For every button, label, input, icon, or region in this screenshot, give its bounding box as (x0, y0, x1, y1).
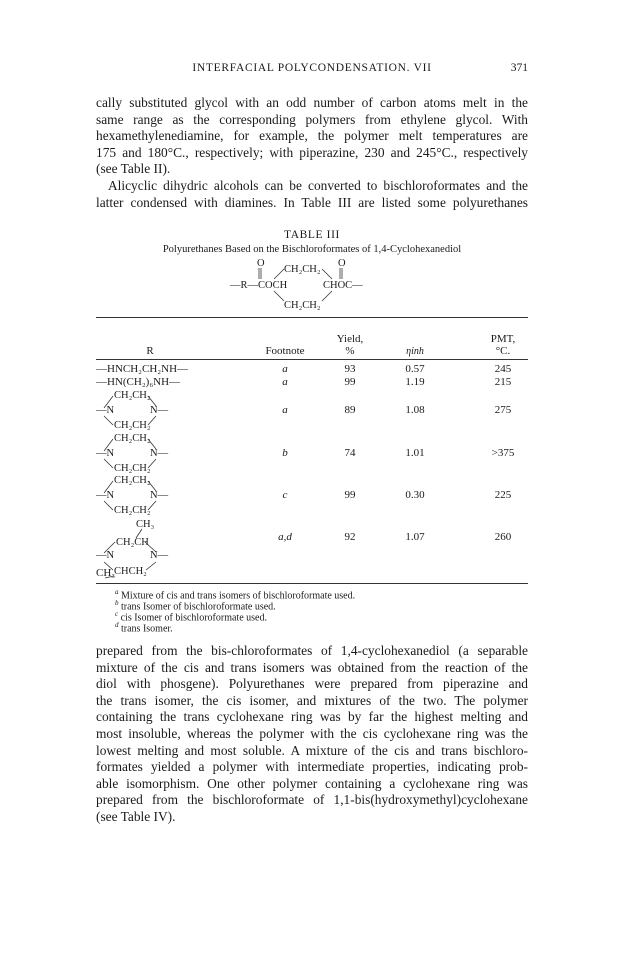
ring-n-right: N— (150, 405, 169, 416)
text-line: containing the trans cyclohexane ring was by far the highest melting and (96, 709, 528, 725)
ring-bond (322, 291, 332, 301)
column-header-pmt-unit: °C. (495, 345, 511, 357)
formula-ch2ch2-top: CH₂CH₂ (284, 264, 321, 275)
text-line: the trans isomer, the cis isomer, and mixtures of the two. The polymer (96, 692, 528, 708)
ring-top: CH₂CH₂ (114, 390, 151, 401)
table-cell-yield: 99 (344, 376, 356, 388)
ring-top: CH₂CH₂ (114, 433, 151, 444)
table-top-rule (96, 317, 528, 318)
ring-bond (104, 459, 113, 468)
formula-prefix: —R—COCH (230, 280, 288, 291)
table-bottom-rule (96, 583, 528, 584)
table-cell-ninh: 1.08 (405, 404, 425, 416)
text-line: hexamethylenediamine, for example, the polymer melt temperatures are (96, 128, 528, 144)
text-line: (see Table II). (96, 161, 171, 177)
paragraph-3 (96, 643, 528, 826)
running-title: INTERFACIAL POLYCONDENSATION. VII (192, 62, 432, 74)
piperazine-structure (96, 431, 186, 474)
ring-ch3-bottom: CH₃ (96, 567, 116, 579)
ring-n-right: N— (150, 448, 169, 459)
general-formula (230, 256, 420, 314)
text-line: diol with phosgene). Polyurethanes were prepared from piperazine and (96, 676, 528, 692)
table-cell-ninh: 0.30 (405, 489, 425, 501)
table-cell-yield: 74 (344, 447, 356, 459)
formula-choc: CHOC— (323, 280, 363, 291)
column-header-pmt: PMT, (490, 333, 516, 345)
column-header-r: R (146, 345, 154, 357)
piperazine-structure (96, 388, 186, 431)
table-cell-pmt: 275 (494, 404, 512, 416)
ring-n-left: —N (96, 448, 115, 459)
column-header-footnote: Footnote (265, 345, 305, 357)
table-cell-yield: 93 (344, 363, 356, 375)
table-cell-footnote: a (282, 404, 288, 416)
text-line: lowest melting and most soluble. A mixture of the cis and trans bischloro- (96, 742, 528, 758)
formula-o-right: O (338, 258, 346, 269)
text-line: cally substituted glycol with an odd number of carbon atoms melt in the (96, 95, 528, 110)
text-line: latter condensed with diamines. In Table III are listed some polyurethanes (96, 194, 528, 210)
table-cell-yield: 92 (344, 531, 356, 543)
text-line: (see Table IV). (96, 808, 176, 824)
page-number: 371 (510, 62, 528, 74)
ring-n-right: N— (150, 550, 169, 561)
table-cell-ninh: 1.19 (405, 376, 425, 388)
ring-bond (274, 269, 284, 279)
text-line: able isomorphism. One other polymer containing a cyclohexane ring was (96, 775, 528, 791)
table-cell-pmt: 245 (494, 363, 512, 375)
text-line: prepared from the bischloroformate of 1,1-bis(hydroxymethyl)cyclohexane (96, 792, 528, 808)
table-footnote: $^d$ trans Isomer. (115, 621, 173, 635)
ring-bond (104, 416, 113, 425)
table-cell-r: —HNCH₂CH₂NH— (96, 363, 189, 375)
table-cell-ninh: 1.07 (405, 531, 425, 543)
table-footnote: $^a$ Mixture of cis and trans isomers of bischloroformate used. (115, 588, 356, 602)
text-line: 175 and 180°C., respectively; with piperazine, 230 and 245°C., respectively (96, 144, 528, 160)
table-cell-footnote: a (282, 363, 288, 375)
ring-n-left: —N (96, 405, 115, 416)
ring-n-right: N— (150, 490, 169, 501)
table-cell-footnote: c (282, 489, 288, 501)
table-cell-footnote: a,d (278, 531, 292, 543)
ring-ch3-top: CH₃ (136, 519, 155, 530)
table-cell-footnote: a (282, 376, 288, 388)
piperazine-structure (96, 473, 186, 516)
table-cell-pmt: 260 (494, 531, 512, 543)
table-header-rule (96, 359, 528, 360)
ring-bottom: CH₂CH₂ (114, 463, 151, 474)
text-line: formates yielded a polymer with intermediate properties, indicating prob- (96, 759, 528, 775)
table-cell-pmt: 215 (494, 376, 512, 388)
text-line: Alicyclic dihydric alcohols can be converted to bischloroformates and the (108, 178, 528, 193)
text-line: prepared from the bis-chloroformates of 1,4-cyclohexanediol (a separable (96, 643, 528, 658)
paragraph-1 (96, 95, 528, 178)
table-cell-pmt: 225 (494, 489, 512, 501)
ring-top: CH₂CH₂ (114, 475, 151, 486)
ring-top: CH₂CH (116, 537, 149, 548)
table-footnote: $^c$ cis Isomer of bischloroformate used. (115, 610, 267, 624)
table-caption: Polyurethanes Based on the Bischloroformates of 1,4-Cyclohexanediol (162, 244, 462, 255)
ring-bottom: CH₂CH₂ (114, 505, 151, 516)
text-line: most insoluble, whereas the polymer with the cis cyclohexane ring was the (96, 725, 528, 741)
ring-bond (322, 269, 332, 279)
table-cell-ninh: 0.57 (405, 363, 425, 375)
column-header-ninh: ηinh (406, 346, 424, 357)
table-cell-r: —HN(CH₂)₆NH— (96, 376, 181, 388)
ring-bond (274, 291, 284, 301)
table-number: TABLE III (284, 229, 340, 241)
ring-bond (104, 501, 113, 510)
text-line: same range as the corresponding polymers from ethylene glycol. With (96, 111, 528, 127)
running-head (96, 62, 528, 78)
paragraph-2 (96, 178, 528, 211)
ring-n-left: —N (96, 490, 115, 501)
ring-n-left: —N (96, 550, 115, 561)
table-footnote: $^b$ trans Isomer of bischloroformate used. (115, 599, 276, 613)
text-line: mixture of the cis and trans isomers was obtained from the reaction of the (96, 659, 528, 675)
formula-o-left: O (257, 258, 265, 269)
formula-ch2ch2-bottom: CH₂CH₂ (284, 300, 321, 311)
ring-bond (146, 562, 156, 570)
table-cell-yield: 89 (344, 404, 356, 416)
column-header-yield-unit: % (345, 345, 355, 357)
ring-bottom: CHCH₂ (114, 566, 147, 577)
table-cell-ninh: 1.01 (405, 447, 425, 459)
table-cell-pmt: >375 (491, 447, 515, 459)
table-cell-yield: 99 (344, 489, 356, 501)
column-header-yield: Yield, (336, 333, 364, 345)
ring-bottom: CH₂CH₂ (114, 420, 151, 431)
table-cell-footnote: b (282, 447, 288, 459)
